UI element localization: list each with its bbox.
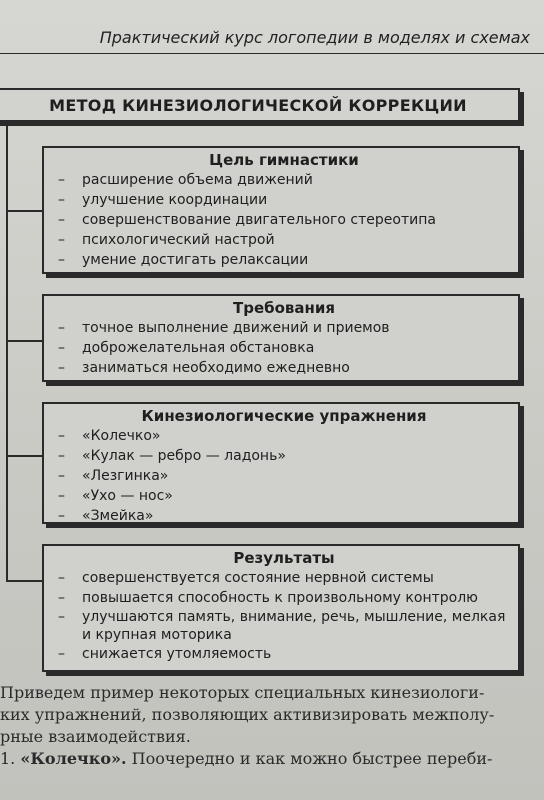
section-title: Требования [232,299,336,317]
diagram-spine [0,122,8,582]
main-title: МЕТОД КИНЕЗИОЛОГИЧЕСКОЙ КОРРЕКЦИИ [0,88,520,122]
list-item: – расширение объема движений [58,172,313,188]
list-item: – повышается способность к произвольному контролю [58,590,478,606]
section-title: Кинезиологические упражнения [141,407,427,425]
list-item: – совершенствуется состояние нервной системы [58,570,434,586]
header-rule [0,53,544,54]
list-item: – заниматься необходимо ежедневно [58,360,350,376]
running-header: Практический курс логопедии в моделях и схемах [99,28,530,47]
section-requirements [42,294,520,382]
exercise-name: «Колечко». [20,749,127,768]
list-item: – «Лезгинка» [58,468,169,484]
list-item: – улучшение координации [58,192,268,208]
item-number: 1. [0,749,16,768]
section-goals [42,146,520,274]
body-line: Приведем пример некоторых специальных кинезиологи- [0,683,485,702]
list-item: – психологический настрой [58,232,275,248]
list-item: – умение достигать релаксации [58,252,309,268]
body-line: ких упражнений, позволяющих активизировать межполу- [0,705,495,724]
body-paragraph [0,682,544,770]
list-item: – совершенствование двигательного стереотипа [58,212,436,228]
body-line-rest: Поочередно и как можно быстрее переби- [126,749,493,768]
list-item: – «Ухо — нос» [58,488,173,504]
list-item: – «Колечко» [58,428,161,444]
list-item: – точное выполнение движений и приемов [58,320,390,336]
connector-results [6,580,42,582]
section-title: Цель гимнастики [209,151,359,169]
connector-exercises [6,455,42,457]
list-item: – доброжелательная обстановка [58,340,315,356]
section-exercises [42,402,520,524]
section-results [42,544,520,672]
connector-requirements [6,340,42,342]
section-title: Результаты [233,549,335,567]
list-item: – «Кулак — ребро — ладонь» [58,448,286,464]
body-line: рные взаимодействия. [0,727,191,746]
list-item: – улучшаются память, внимание, речь, мышление, мелкая и крупная моторика [58,609,506,643]
body-line [0,748,538,770]
list-item: – снижается утомляемость [58,646,272,662]
connector-goals [6,210,42,212]
list-item: – «Змейка» [58,508,154,524]
